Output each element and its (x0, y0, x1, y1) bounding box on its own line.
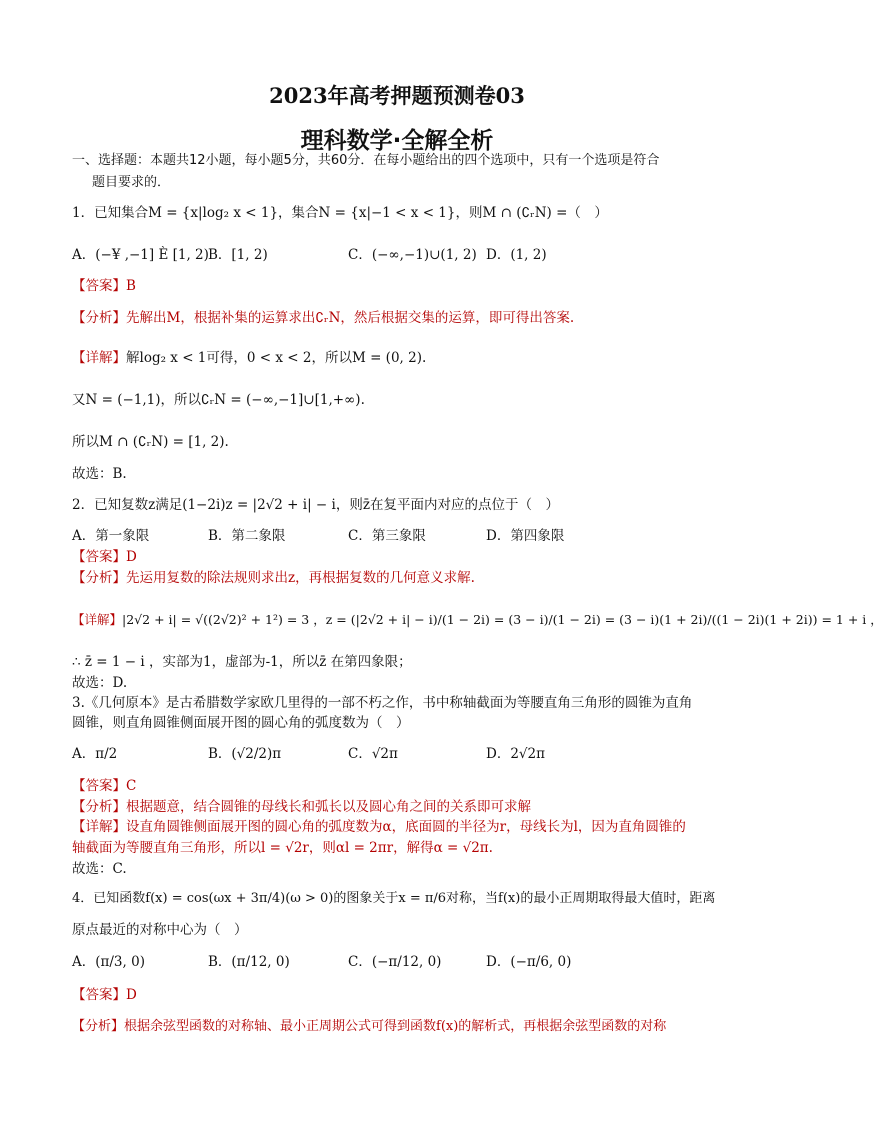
analysis-text: 根据余弦型函数的对称轴、最小正周期公式可得到函数f(x)的解析式，再根据余弦型函数的对称 (124, 1019, 667, 1034)
q1-option-b: B．[1, 2) (208, 247, 268, 263)
q3-stem-cont: 圆锥，则直角圆锥侧面展开图的圆心角的弧度数为（ ） (72, 715, 410, 731)
q2-option-b: B．第二象限 (208, 528, 286, 544)
detail-text: 设直角圆锥侧面展开图的圆心角的弧度数为α，底面圆的半径为r，母线长为l，因为直角圆锥的 (126, 819, 686, 835)
q1-detail-3: 所以M ∩ (∁ᵣN) = [1, 2). (72, 434, 229, 450)
q1-detail-2: 又N = (−1,1)，所以∁ᵣN = (−∞,−1]∪[1,+∞). (72, 392, 365, 408)
detail-text: |2√2 + i| = √((2√2)² + 1²) = 3 ，z = (|2√2 + i| − i)/(1 − 2i) = (3 − i)/(1 − 2i) = (3 − i)(1 + 2i)/((1 − 2i)(1 + 2i)) = 1 + i ， (122, 612, 883, 627)
answer-value: B (126, 278, 136, 294)
q3-conclusion: 故选：C. (72, 861, 127, 877)
q3-option-d: D．2√2π (486, 746, 545, 762)
q4-stem-cont: 原点最近的对称中心为（ ） (72, 922, 248, 938)
answer-tag: 【答案】 (72, 549, 126, 565)
analysis-tag: 【分析】 (72, 1019, 125, 1034)
detail-text: 解log₂ x < 1可得，0 < x < 2，所以M = (0, 2). (126, 350, 427, 366)
q4-analysis (72, 1018, 666, 1036)
analysis-tag: 【分析】 (72, 310, 126, 326)
q1-stem: 1．已知集合M = {x|log₂ x < 1}，集合N = {x|−1 < x < 1}，则M ∩ (∁ᵣN) =（ ） (72, 205, 608, 221)
q3-option-b: B．(√2/2)π (208, 746, 282, 762)
q1-option-c: C．(−∞,−1)∪(1, 2) (348, 247, 477, 263)
q2-stem: 2．已知复数z满足(1−2i)z = |2√2 + i| − i，则z̄在复平面内对应的点位于（ ） (72, 497, 559, 513)
analysis-text: 先解出M，根据补集的运算求出∁ᵣN，然后根据交集的运算，即可得出答案. (126, 310, 575, 326)
answer-value: C (126, 778, 137, 794)
analysis-text: 先运用复数的除法规则求出z，再根据复数的几何意义求解. (126, 570, 475, 586)
q1-detail (72, 349, 426, 367)
q4-stem: 4．已知函数f(x) = cos(ωx + 3π/4)(ω > 0)的图象关于x = π/6对称，当f(x)的最小正周期取得最大值时，距离 (72, 891, 716, 906)
q3-option-c: C．√2π (348, 746, 398, 762)
answer-tag: 【答案】 (72, 778, 126, 794)
q4-option-a: A．(π/3, 0) (72, 954, 145, 970)
q3-option-a: A．π/2 (72, 746, 118, 762)
q2-detail (72, 611, 883, 629)
q2-answer (72, 548, 137, 566)
q2-detail-2: ∴ z̄ = 1 − i ，实部为1，虚部为-1，所以z̄ 在第四象限； (72, 654, 412, 670)
q2-conclusion: 故选：D. (72, 675, 128, 691)
q1-conclusion: 故选：B. (72, 466, 127, 482)
q4-option-c: C．(−π/12, 0) (348, 954, 442, 970)
analysis-tag: 【分析】 (72, 799, 126, 815)
section-heading-cont: 题目要求的． (92, 175, 171, 190)
q2-option-d: D．第四象限 (486, 528, 565, 544)
page-subtitle: 理科数学·全解全析 (300, 128, 494, 154)
q1-option-a: A．(−¥ ,−1] È [1, 2) (72, 247, 209, 263)
answer-value: D (126, 549, 137, 565)
q1-option-d: D．(1, 2) (486, 247, 547, 263)
q2-option-a: A．第一象限 (72, 528, 150, 544)
q3-detail (72, 818, 686, 836)
q1-answer (72, 277, 136, 295)
detail-tag: 【详解】 (72, 819, 126, 835)
q3-analysis (72, 798, 531, 816)
answer-tag: 【答案】 (72, 278, 126, 294)
answer-tag: 【答案】 (72, 987, 126, 1003)
detail-tag: 【详解】 (72, 350, 126, 366)
analysis-text: 根据题意，结合圆锥的母线长和弧长以及圆心角之间的关系即可求解 (126, 799, 531, 815)
q3-detail-2: 轴截面为等腰直角三角形，所以l = √2r，则αl = 2πr，解得α = √2π. (72, 840, 493, 856)
q3-stem: 3.《几何原本》是古希腊数学家欧几里得的一部不朽之作，书中称轴截面为等腰直角三角形的圆锥为直角 (72, 695, 693, 711)
answer-value: D (126, 987, 137, 1003)
analysis-tag: 【分析】 (72, 570, 126, 586)
q2-option-c: C．第三象限 (348, 528, 426, 544)
detail-tag: 【详解】 (72, 612, 123, 627)
section-heading: 一、选择题：本题共12小题，每小题5分，共60分．在每小题给出的四个选项中，只有一个选项是符合 (72, 153, 660, 168)
q4-answer (72, 986, 137, 1004)
q2-analysis (72, 569, 475, 587)
q3-answer (72, 777, 136, 795)
q1-analysis (72, 309, 574, 327)
q4-option-d: D．(−π/6, 0) (486, 954, 572, 970)
page-title: 2023年高考押题预测卷03 (269, 83, 525, 108)
q4-option-b: B．(π/12, 0) (208, 954, 290, 970)
